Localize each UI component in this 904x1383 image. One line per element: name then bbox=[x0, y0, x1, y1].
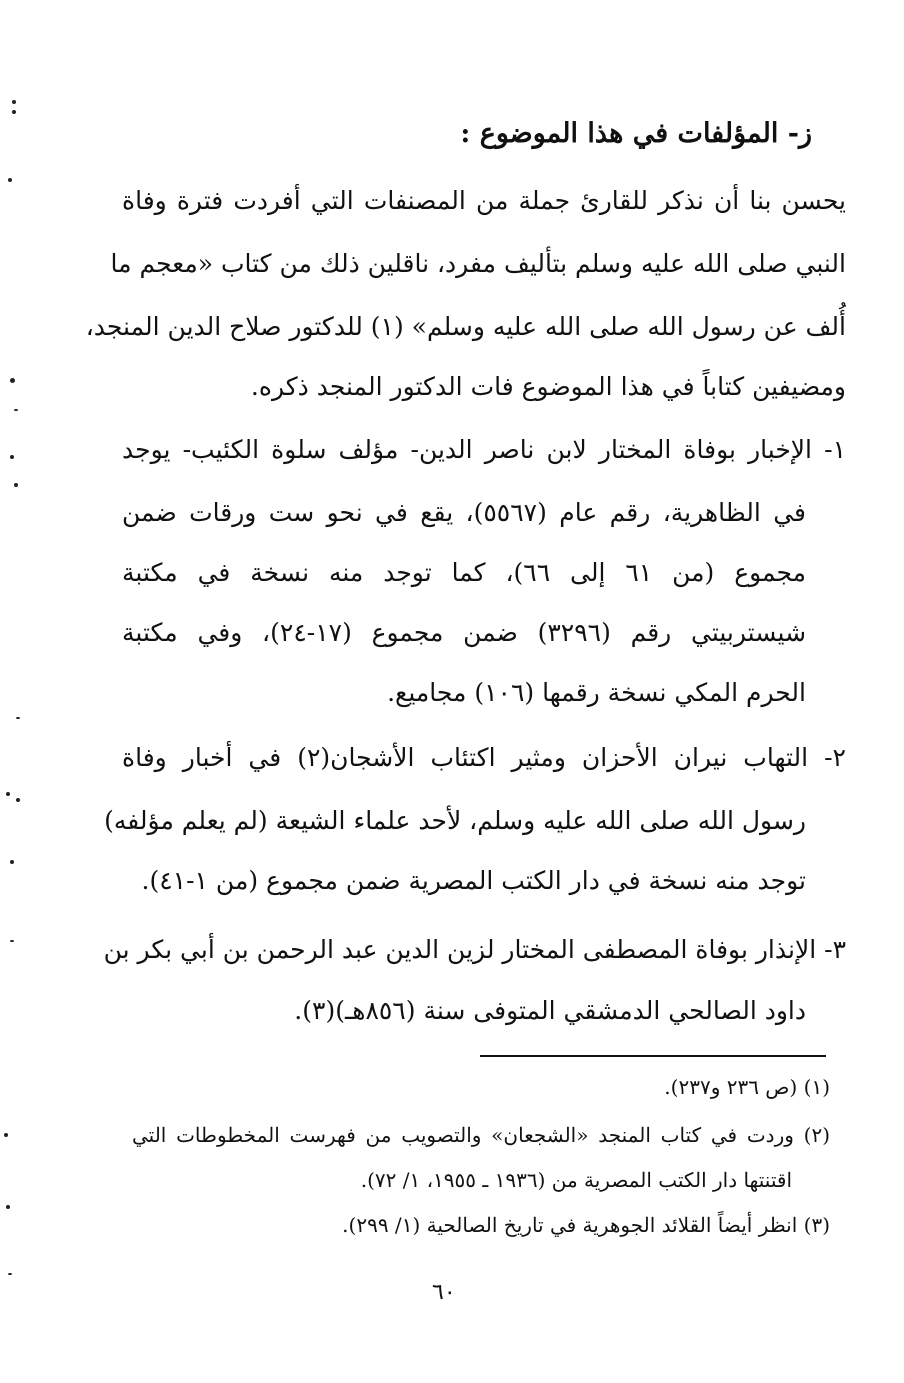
list-item-line: مجموع (من ٦١ إلى ٦٦)، كما توجد منه نسخة في مكتبة bbox=[122, 558, 807, 587]
intro-line: أُلف عن رسول الله صلى الله عليه وسلم» (١) للدكتور صلاح الدين المنجد، bbox=[85, 312, 846, 341]
section-heading: ز- المؤلفات في هذا الموضوع : bbox=[460, 118, 812, 149]
list-item-first-line: ١- الإخبار بوفاة المختار لابن ناصر الدين- مؤلف سلوة الكئيب- يوجد bbox=[122, 435, 846, 464]
scan-speck bbox=[4, 1133, 8, 1137]
scan-speck bbox=[8, 178, 12, 182]
scan-speck bbox=[16, 717, 20, 719]
list-item-line: رسول الله صلى الله عليه وسلم، لأحد علماء الشيعة (لم يعلم مؤلفه) bbox=[104, 806, 806, 835]
scan-speck bbox=[10, 940, 14, 942]
list-item-first-line: ٢- التهاب نيران الأحزان ومثير اكتئاب الأشجان(٢) في أخبار وفاة bbox=[122, 743, 846, 772]
intro-line: النبي صلى الله عليه وسلم بتأليف مفرد، ناقلين ذلك من كتاب «معجم ما bbox=[110, 249, 846, 278]
list-item-line: شيستربيتي رقم (٣٢٩٦) ضمن مجموع (١٧-٢٤)، وفي مكتبة bbox=[122, 618, 807, 647]
scan-speck bbox=[6, 1205, 10, 1209]
scan-speck bbox=[10, 378, 15, 383]
intro-line: ومضيفين كتاباً في هذا الموضوع فات الدكتور المنجد ذكره. bbox=[250, 372, 846, 401]
footnote-1: (١) (ص ٢٣٦ و٢٣٧). bbox=[664, 1075, 830, 1099]
scan-speck bbox=[14, 409, 18, 411]
list-item-line: في الظاهرية، رقم عام (٥٥٦٧)، يقع في نحو ست ورقات ضمن bbox=[122, 498, 806, 527]
scan-speck bbox=[10, 455, 14, 459]
scan-speck bbox=[10, 860, 14, 864]
scan-speck bbox=[12, 100, 16, 104]
footnote-2-continued: اقتنتها دار الكتب المصرية من (١٩٣٦ ـ ١٩٥٥، ١/ ٧٢). bbox=[360, 1168, 792, 1192]
intro-line: يحسن بنا أن نذكر للقارئ جملة من المصنفات التي أفردت فترة وفاة bbox=[122, 186, 846, 215]
list-item-line: الحرم المكي نسخة رقمها (١٠٦) مجاميع. bbox=[387, 678, 806, 707]
scan-speck bbox=[16, 798, 20, 802]
list-item-first-line: ٣- الإنذار بوفاة المصطفى المختار لزين الدين عبد الرحمن بن أبي بكر بن bbox=[103, 935, 846, 964]
footnote-2: (٢) وردت في كتاب المنجد «الشجعان» والتصويب من فهرست المخطوطات التي bbox=[132, 1123, 830, 1147]
footnote-separator bbox=[480, 1055, 826, 1057]
list-item-line: توجد منه نسخة في دار الكتب المصرية ضمن مجموع (من ١-٤١). bbox=[141, 866, 806, 895]
footnote-3: (٣) انظر أيضاً القلائد الجوهرية في تاريخ الصالحية (١/ ٢٩٩). bbox=[342, 1213, 830, 1237]
scan-speck bbox=[12, 110, 16, 114]
page-number: ٦٠ bbox=[432, 1280, 456, 1305]
list-item-line: داود الصالحي الدمشقي المتوفى سنة (٨٥٦هـ)(٣). bbox=[294, 996, 806, 1025]
scan-speck bbox=[8, 1273, 12, 1275]
scan-speck bbox=[6, 792, 10, 796]
scan-speck bbox=[14, 483, 18, 487]
